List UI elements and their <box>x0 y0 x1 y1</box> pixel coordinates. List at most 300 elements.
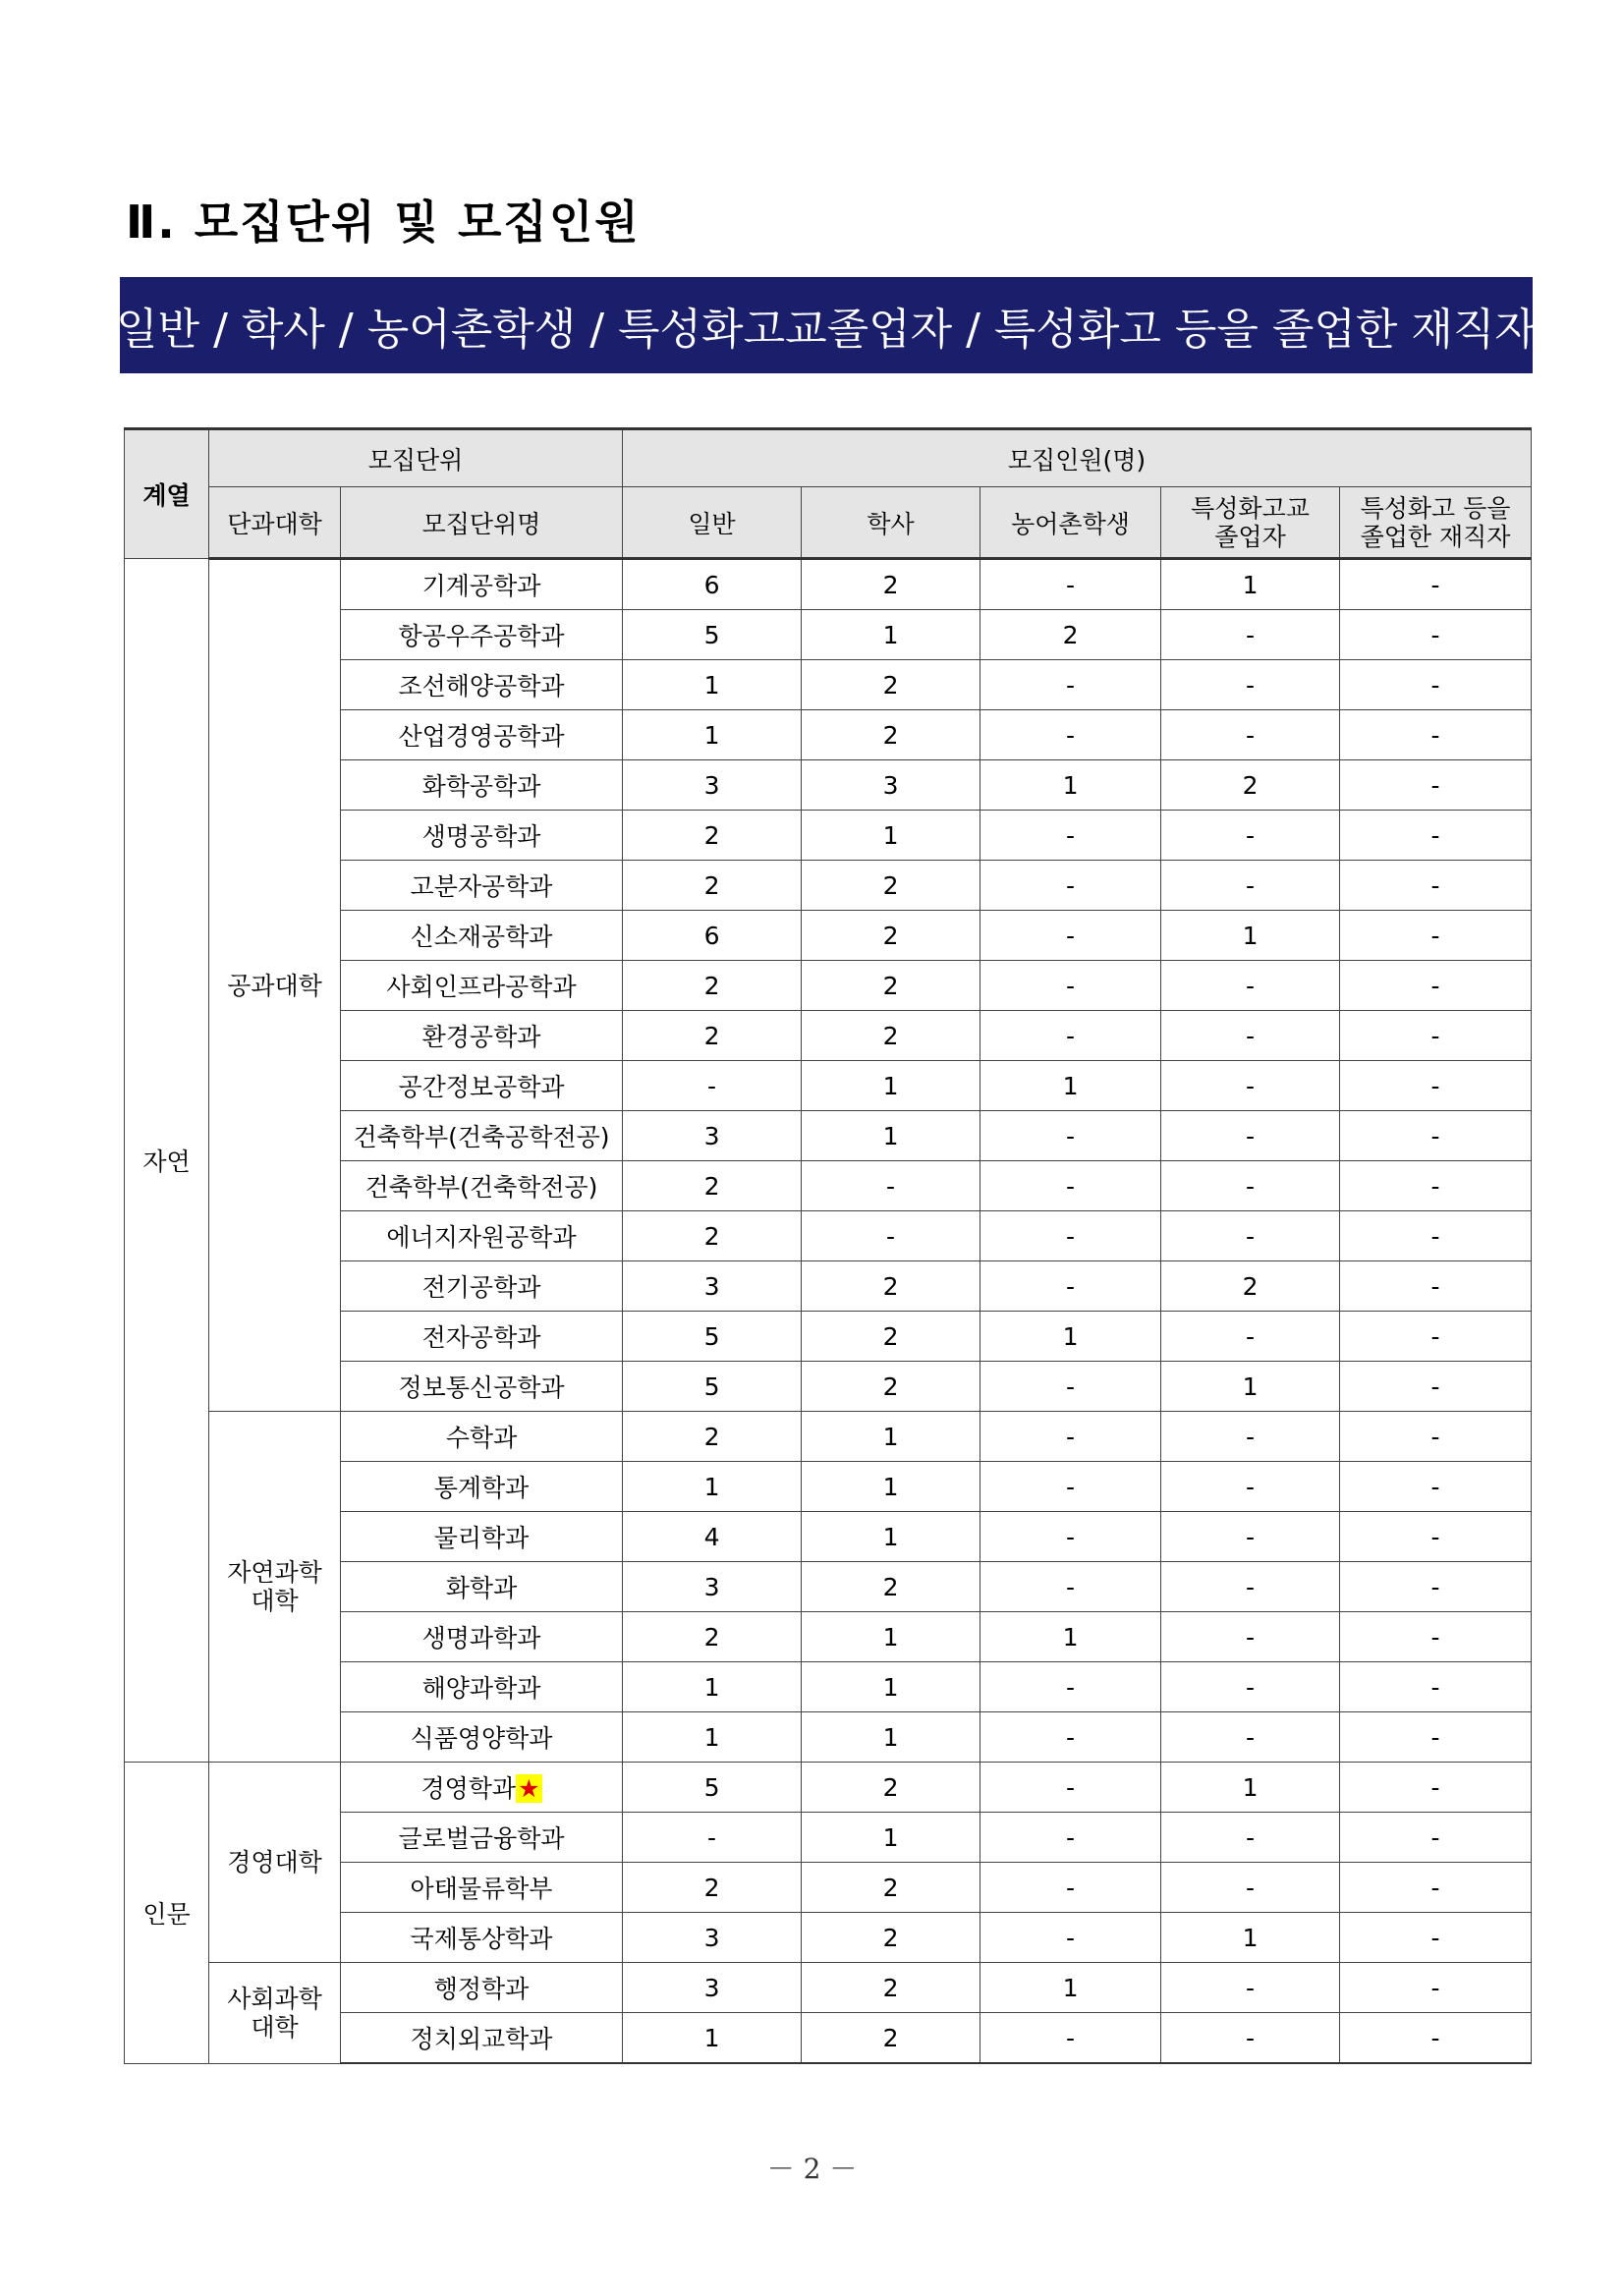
cell-value: 고분자공학과 <box>410 872 553 901</box>
cell-unit-name <box>341 760 623 811</box>
cell-value: - <box>1246 2023 1256 2052</box>
cell-vocational <box>1161 660 1340 710</box>
cell-unit-name <box>341 2013 623 2064</box>
cell-value: 1 <box>882 1822 899 1852</box>
cell-value: - <box>1066 670 1076 700</box>
cell-value: - <box>1246 1021 1256 1050</box>
cell-general <box>623 1011 802 1061</box>
cell-worker <box>1340 961 1532 1011</box>
star-icon: ★ <box>518 1774 540 1803</box>
cell-value: - <box>1430 620 1440 649</box>
cell-value: - <box>1066 1121 1076 1150</box>
cell-value: - <box>1430 1372 1440 1401</box>
cell-vocational <box>1161 2013 1340 2064</box>
header-vocational-line2: 졸업자 <box>1214 522 1286 551</box>
cell-value: 1 <box>882 620 899 649</box>
cell-value: 행정학과 <box>433 1975 530 2003</box>
cell-worker <box>1340 1963 1532 2013</box>
cell-rural <box>980 1512 1161 1562</box>
cell-value: - <box>1430 1622 1440 1652</box>
cell-vocational <box>1161 1512 1340 1562</box>
cell-value: 건축학부(건축학전공) <box>364 1173 598 1202</box>
cell-value: 1 <box>882 1522 899 1551</box>
cell-bachelor <box>802 1512 980 1562</box>
cell-vocational <box>1161 610 1340 660</box>
cell-value: 2 <box>703 1622 720 1652</box>
cell-value: - <box>1430 1321 1440 1351</box>
cell-vocational <box>1161 1612 1340 1662</box>
cell-bachelor <box>802 1161 980 1211</box>
cell-value: 2 <box>703 870 720 900</box>
cell-value: - <box>1430 1522 1440 1551</box>
cell-bachelor <box>802 1111 980 1161</box>
cell-value: 식품영양학과 <box>410 1724 553 1753</box>
cell-value: 2 <box>882 921 899 950</box>
header-vocational <box>1161 487 1340 559</box>
cell-rural <box>980 861 1161 911</box>
cell-value: 경영학과 <box>420 1774 517 1803</box>
cell-general <box>623 1913 802 1963</box>
quota-table-body <box>125 559 1532 2064</box>
cell-unit-name <box>341 861 623 911</box>
cell-value: 2 <box>703 1873 720 1902</box>
college-name-line: 대학 <box>251 2012 299 2042</box>
header-general: 일반 <box>623 487 802 559</box>
cell-value: - <box>1430 770 1440 800</box>
header-college: 단과대학 <box>209 487 341 559</box>
cell-value: 신소재공학과 <box>410 923 553 951</box>
cell-rural <box>980 1111 1161 1161</box>
cell-value: 2 <box>882 1873 899 1902</box>
cell-vocational <box>1161 1813 1340 1863</box>
cell-value: - <box>1066 971 1076 1000</box>
cell-value: 수학과 <box>445 1424 518 1452</box>
cell-unit-name <box>341 1211 623 1261</box>
table-row <box>125 1963 1532 2013</box>
cell-value: 2 <box>1242 1271 1259 1301</box>
cell-value: - <box>1066 1672 1076 1702</box>
cell-worker <box>1340 1312 1532 1362</box>
cell-general <box>623 1612 802 1662</box>
cell-value: 6 <box>703 921 720 950</box>
cell-general <box>623 1362 802 1412</box>
cell-value: - <box>1066 921 1076 950</box>
cell-unit-name <box>341 1312 623 1362</box>
cell-value: 1 <box>882 1672 899 1702</box>
cell-value: - <box>1246 1472 1256 1501</box>
cell-worker <box>1340 559 1532 610</box>
cell-value: - <box>1430 1923 1440 1952</box>
cell-unit-name <box>341 1261 623 1312</box>
cell-value: - <box>1066 2023 1076 2052</box>
cell-rural <box>980 1863 1161 1913</box>
cell-value: - <box>1066 1822 1076 1852</box>
cell-value: 2 <box>882 1973 899 2002</box>
cell-value: 2 <box>882 1372 899 1401</box>
cell-rural <box>980 1913 1161 1963</box>
cell-value: 5 <box>703 1372 720 1401</box>
college-name-line: 사회과학 <box>227 1984 322 2013</box>
cell-bachelor <box>802 610 980 660</box>
cell-value: 1 <box>1242 1772 1259 1802</box>
cell-bachelor <box>802 1261 980 1312</box>
cell-value: - <box>1066 1221 1076 1251</box>
cell-vocational <box>1161 1712 1340 1763</box>
header-worker-line1: 특성화고 등을 <box>1360 493 1511 523</box>
cell-vocational <box>1161 1312 1340 1362</box>
cell-value: - <box>1246 620 1256 649</box>
cell-worker <box>1340 1712 1532 1763</box>
cell-unit-name <box>341 1412 623 1462</box>
cell-worker <box>1340 1662 1532 1712</box>
cell-bachelor <box>802 1562 980 1612</box>
cell-bachelor <box>802 2013 980 2064</box>
cell-value: - <box>1430 1472 1440 1501</box>
cell-rural <box>980 1211 1161 1261</box>
cell-value: 1 <box>703 1472 720 1501</box>
cell-value: - <box>1066 1772 1076 1802</box>
cell-value: - <box>1430 820 1440 850</box>
cell-value: 1 <box>703 1672 720 1702</box>
cell-worker <box>1340 1512 1532 1562</box>
cell-vocational <box>1161 1111 1340 1161</box>
cell-general <box>623 660 802 710</box>
cell-general <box>623 1562 802 1612</box>
cell-value: 산업경영공학과 <box>398 722 565 751</box>
cell-rural <box>980 1011 1161 1061</box>
header-rural: 농어촌학생 <box>980 487 1161 559</box>
cell-value: - <box>1066 1021 1076 1050</box>
cell-value: 3 <box>703 1271 720 1301</box>
cell-value: - <box>1246 1221 1256 1251</box>
cell-general <box>623 1412 802 1462</box>
cell-bachelor <box>802 961 980 1011</box>
college-cell <box>209 1963 341 2064</box>
college-name-line: 경영대학 <box>227 1848 322 1876</box>
cell-general <box>623 1111 802 1161</box>
cell-worker <box>1340 1261 1532 1312</box>
cell-bachelor <box>802 1211 980 1261</box>
cell-value: - <box>1246 971 1256 1000</box>
cell-unit-name <box>341 660 623 710</box>
cell-worker <box>1340 1111 1532 1161</box>
cell-worker <box>1340 1763 1532 1813</box>
cell-bachelor <box>802 1612 980 1662</box>
cell-value: - <box>1430 971 1440 1000</box>
header-worker-line2: 졸업한 재직자 <box>1360 522 1511 551</box>
cell-bachelor <box>802 710 980 760</box>
cell-rural <box>980 610 1161 660</box>
cell-value: 전기공학과 <box>421 1273 541 1302</box>
cell-value: 화학공학과 <box>421 772 541 801</box>
cell-unit-name <box>341 1512 623 1562</box>
cell-general <box>623 1712 802 1763</box>
cell-value: 5 <box>703 1321 720 1351</box>
cell-vocational <box>1161 1763 1340 1813</box>
cell-value: - <box>1430 720 1440 750</box>
cell-value: - <box>1066 1372 1076 1401</box>
college-cell <box>209 559 341 1412</box>
cell-vocational <box>1161 1462 1340 1512</box>
college-name-line: 자연과학 <box>227 1558 322 1587</box>
cell-value: 1 <box>1242 921 1259 950</box>
cell-general <box>623 1963 802 2013</box>
cell-worker <box>1340 1612 1532 1662</box>
cell-value: 2 <box>882 720 899 750</box>
cell-worker <box>1340 1211 1532 1261</box>
cell-value: - <box>1246 1321 1256 1351</box>
cell-value: 통계학과 <box>433 1474 530 1502</box>
header-worker <box>1340 487 1532 559</box>
cell-value: 사회인프라공학과 <box>386 973 577 1001</box>
cell-value: - <box>1246 1973 1256 2002</box>
cell-value: 화학과 <box>445 1574 518 1602</box>
cell-unit-name <box>341 1161 623 1211</box>
cell-value: 6 <box>703 570 720 599</box>
cell-vocational <box>1161 911 1340 961</box>
cell-value: 1 <box>1242 1372 1259 1401</box>
cell-vocational <box>1161 559 1340 610</box>
cell-value: - <box>1246 1672 1256 1702</box>
cell-value: - <box>707 1822 717 1852</box>
cell-value: - <box>1246 1822 1256 1852</box>
cell-value: 1 <box>882 1121 899 1150</box>
cell-value: - <box>1246 1722 1256 1752</box>
cell-value: 1 <box>703 720 720 750</box>
cell-general <box>623 1312 802 1362</box>
cell-vocational <box>1161 1562 1340 1612</box>
recruitment-type-banner: 일반 / 학사 / 농어촌학생 / 특성화고교졸업자 / 특성화고 등을 졸업한 재직자 <box>120 277 1533 373</box>
header-unit-group: 모집단위 <box>209 429 623 487</box>
cell-rural <box>980 911 1161 961</box>
table-row <box>125 1763 1532 1813</box>
cell-value: 2 <box>882 971 899 1000</box>
section-title: Ⅱ. 모집단위 및 모집인원 <box>126 196 641 249</box>
cell-general <box>623 559 802 610</box>
cell-value: - <box>1430 1271 1440 1301</box>
cell-general <box>623 911 802 961</box>
cell-unit-name <box>341 1662 623 1712</box>
cell-value: - <box>1430 1772 1440 1802</box>
cell-bachelor <box>802 1763 980 1813</box>
cell-value: - <box>1066 1873 1076 1902</box>
cell-unit-name <box>341 1111 623 1161</box>
quota-table <box>124 427 1532 2064</box>
cell-value: 2 <box>703 1422 720 1451</box>
cell-value: - <box>1066 1472 1076 1501</box>
cell-general <box>623 1863 802 1913</box>
cell-general <box>623 1813 802 1863</box>
cell-value: - <box>1066 1572 1076 1601</box>
cell-value: - <box>1430 1722 1440 1752</box>
cell-bachelor <box>802 1412 980 1462</box>
cell-value: - <box>1246 1422 1256 1451</box>
cell-bachelor <box>802 911 980 961</box>
cell-general <box>623 1161 802 1211</box>
cell-vocational <box>1161 1963 1340 2013</box>
cell-value: 4 <box>703 1522 720 1551</box>
cell-value: 2 <box>882 870 899 900</box>
cell-unit-name <box>341 1763 623 1813</box>
cell-value: - <box>1430 1071 1440 1100</box>
cell-vocational <box>1161 760 1340 811</box>
cell-unit-name <box>341 1712 623 1763</box>
cell-rural <box>980 2013 1161 2064</box>
cell-value: - <box>1430 870 1440 900</box>
cell-value: 3 <box>882 770 899 800</box>
cell-general <box>623 1763 802 1813</box>
cell-value: 정치외교학과 <box>410 2025 553 2053</box>
cell-unit-name <box>341 559 623 610</box>
cell-value: 2 <box>882 1321 899 1351</box>
cell-worker <box>1340 1562 1532 1612</box>
cell-value: 2 <box>1242 770 1259 800</box>
cell-bachelor <box>802 1011 980 1061</box>
cell-vocational <box>1161 1863 1340 1913</box>
cell-rural <box>980 1061 1161 1111</box>
cell-general <box>623 1662 802 1712</box>
cell-unit-name <box>341 911 623 961</box>
cell-value: 2 <box>882 2023 899 2052</box>
cell-value: 정보통신공학과 <box>398 1373 565 1402</box>
cell-value: 3 <box>703 1923 720 1952</box>
cell-value: - <box>886 1171 896 1201</box>
cell-worker <box>1340 660 1532 710</box>
cell-worker <box>1340 1161 1532 1211</box>
cell-bachelor <box>802 1061 980 1111</box>
cell-general <box>623 961 802 1011</box>
cell-value: 2 <box>882 1021 899 1050</box>
cell-bachelor <box>802 811 980 861</box>
cell-bachelor <box>802 1662 980 1712</box>
cell-general <box>623 1261 802 1312</box>
cell-value: - <box>1246 1873 1256 1902</box>
cell-unit-name <box>341 1863 623 1913</box>
cell-general <box>623 710 802 760</box>
cell-unit-name <box>341 1362 623 1412</box>
cell-worker <box>1340 1011 1532 1061</box>
cell-value: - <box>1066 870 1076 900</box>
cell-value: - <box>1430 1873 1440 1902</box>
cell-worker <box>1340 1412 1532 1462</box>
cell-value: 1 <box>703 670 720 700</box>
cell-value: - <box>1066 570 1076 599</box>
cell-bachelor <box>802 1712 980 1763</box>
cell-worker <box>1340 861 1532 911</box>
cell-general <box>623 811 802 861</box>
cell-value: 1 <box>882 1622 899 1652</box>
cell-worker <box>1340 1362 1532 1412</box>
cell-value: 전자공학과 <box>421 1323 541 1352</box>
cell-value: 1 <box>882 1071 899 1100</box>
cell-value: - <box>1246 1572 1256 1601</box>
cell-vocational <box>1161 1161 1340 1211</box>
cell-value: 1 <box>1062 1973 1079 2002</box>
cell-worker <box>1340 911 1532 961</box>
cell-vocational <box>1161 811 1340 861</box>
cell-rural <box>980 1462 1161 1512</box>
cell-worker <box>1340 1061 1532 1111</box>
page-number: － 2 － <box>766 2153 858 2185</box>
cell-value: 2 <box>703 1021 720 1050</box>
cell-value: 에너지자원공학과 <box>386 1223 577 1252</box>
cell-rural <box>980 1362 1161 1412</box>
cell-value: - <box>1066 1923 1076 1952</box>
cell-rural <box>980 1712 1161 1763</box>
college-name-line: 대학 <box>251 1587 299 1615</box>
cell-value: 항공우주공학과 <box>398 622 565 650</box>
cell-rural <box>980 559 1161 610</box>
cell-value: 1 <box>1242 1923 1259 1952</box>
cell-value: - <box>1430 921 1440 950</box>
cell-value: 2 <box>882 670 899 700</box>
cell-value: 1 <box>882 820 899 850</box>
cell-value: 1 <box>1242 570 1259 599</box>
cell-unit-name <box>341 1913 623 1963</box>
cell-unit-name <box>341 610 623 660</box>
cell-value: 2 <box>882 1772 899 1802</box>
college-cell <box>209 1412 341 1763</box>
cell-unit-name <box>341 1462 623 1512</box>
cell-value: - <box>1430 1422 1440 1451</box>
cell-value: 2 <box>882 1572 899 1601</box>
cell-value: 5 <box>703 1772 720 1802</box>
cell-worker <box>1340 1813 1532 1863</box>
table-row <box>125 1412 1532 1462</box>
cell-bachelor <box>802 660 980 710</box>
header-unit-name: 모집단위명 <box>341 487 623 559</box>
cell-bachelor <box>802 760 980 811</box>
cell-value: - <box>1066 1722 1076 1752</box>
cell-value: 건축학부(건축공학전공) <box>353 1123 610 1151</box>
cell-value: - <box>1246 1171 1256 1201</box>
cell-value: - <box>1066 820 1076 850</box>
cell-rural <box>980 710 1161 760</box>
cell-bachelor <box>802 861 980 911</box>
cell-value: 2 <box>703 971 720 1000</box>
cell-bachelor <box>802 1462 980 1512</box>
cell-value: - <box>886 1221 896 1251</box>
cell-value: - <box>1066 1422 1076 1451</box>
cell-value: 3 <box>703 1973 720 2002</box>
cell-rural <box>980 811 1161 861</box>
cell-vocational <box>1161 1061 1340 1111</box>
cell-value: - <box>707 1071 717 1100</box>
cell-value: - <box>1066 1522 1076 1551</box>
cell-rural <box>980 1763 1161 1813</box>
cell-unit-name <box>341 1813 623 1863</box>
cell-value: 1 <box>882 1422 899 1451</box>
cell-general <box>623 861 802 911</box>
college-cell <box>209 1763 341 1963</box>
cell-rural <box>980 660 1161 710</box>
cell-value: - <box>1246 870 1256 900</box>
cell-worker <box>1340 1913 1532 1963</box>
cell-general <box>623 760 802 811</box>
cell-value: - <box>1430 1171 1440 1201</box>
cell-rural <box>980 1562 1161 1612</box>
cell-bachelor <box>802 559 980 610</box>
cell-value: - <box>1430 570 1440 599</box>
cell-value: - <box>1430 1121 1440 1150</box>
cell-vocational <box>1161 1662 1340 1712</box>
cell-value: 1 <box>703 1722 720 1752</box>
table-row <box>125 559 1532 610</box>
cell-value: - <box>1246 720 1256 750</box>
cell-value: - <box>1066 720 1076 750</box>
cell-general <box>623 1462 802 1512</box>
cell-value: 2 <box>703 1221 720 1251</box>
